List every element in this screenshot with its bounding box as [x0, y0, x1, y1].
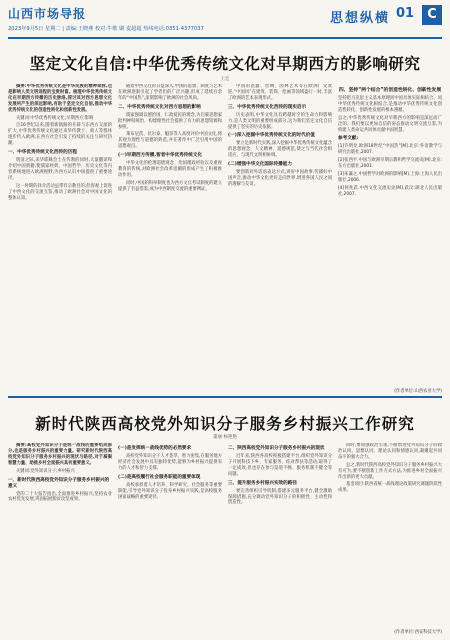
body-paragraph: 高校党外知识分子人才荟萃、智力密集,在服务地方经济社会发展中具有独特优势,能够为乡村振兴提供有力的人才和智力支撑。: [118, 454, 222, 471]
section-heading: (二)增强中华文化国际传播能力: [228, 162, 292, 168]
body-paragraph: 明清之际,来华耶稣会士在传教的同时,大量翻译和介绍中国典籍,使儒家经典、中国哲学、历史文化等内容系统地进入欧洲视野,为西方认识中国提供了重要途径。: [8, 158, 112, 181]
section-heading: 参考文献:: [338, 136, 359, 142]
section-heading: 二、陕西高校党外知识分子服务乡村振兴的现状: [228, 446, 325, 451]
body-paragraph: 同时,要加强政治引领,不断增进党外知识分子的政治认同、思想认同、理论认同和情感认同,凝聚起共同奋斗的强大合力。: [338, 443, 442, 460]
reference-item: [2]张西平.中国与欧洲早期宗教和哲学交流史[M].北京:东方出版社,2001.: [338, 158, 442, 170]
body-paragraph: 要完善组织引导机制,搭建多元服务平台,健全激励保障措施,充分调动党外知识分子的积极性、主动性和创造性。: [228, 488, 332, 506]
body-paragraph: 关键词:党外知识分子;乡村振兴: [16, 468, 75, 474]
abstract-paragraph: 摘要:高校党外知识分子是统一战线的重要组成部分,也是服务乡村振兴的重要力量。研究新时代陕西高校党外知识分子服务乡村振兴的现状与路径,对于凝聚智慧力量、助推乡村全面振兴具有重要意义。: [8, 443, 112, 466]
abstract-paragraph: 摘要:中华优秀传统文化是中华民族的精神命脉,也是影响人类文明进程的宝贵财富。梳理中华优秀传统文化在早期西方传播的历史脉络,探讨其对西方思想文化发展所产生的深远影响,有助于坚定文化自信,推动中华优秀传统文化的创造性转化和创新性发展。: [8, 84, 112, 113]
article2-column-1: [8, 443, 112, 635]
body-paragraph: 坚持把马克思主义基本原理同中国具体实际相结合、同中华优秀传统文化相结合,是推动中华优秀传统文化创造性转化、创新性发展的根本遵循。: [338, 96, 442, 113]
article1-byline: 王宏: [220, 77, 230, 82]
top-rule: [8, 37, 442, 39]
body-paragraph: 高校承担着人才培养、科学研究、社会服务等重要职能,引导党外知识分子投身乡村振兴实践,是高校服务国家战略的重要途径。: [118, 482, 222, 500]
article2-column-3: [228, 443, 332, 635]
section-heading: (一)深入挖掘中华优秀传统文化的时代价值: [228, 133, 315, 139]
article2-column-2: [118, 443, 222, 635]
article2-byline: 董丽 杨艳艳: [213, 435, 237, 440]
reference-item: [3]朱谦之.中国哲学对欧洲的影响[M].上海:上海人民出版社,2006.: [338, 172, 442, 183]
article2-body: [8, 443, 442, 635]
middle-rule: [8, 396, 442, 398]
body-paragraph: 同时,中国的科举制度也为西方文官考试制度的建立提供了有益借鉴,成为中西制度交流的重要例证。: [118, 180, 222, 192]
body-paragraph: 要创新对外话语表达方式,讲好中国故事,传播好中国声音,推动中华文化更好走向世界,增进各国人民之间的理解与友谊。: [228, 170, 332, 187]
body-paragraph: 随着中西交往的日益深入,中国的思想、制度与艺术在欧洲逐渐引起了学者们的广泛兴趣,形成了延续百余年的“中国热”,深刻影响了欧洲的社会风尚。: [118, 84, 222, 101]
body-paragraph: 莱布尼茨、伏尔泰、魁奈等人高度评价中国文化,将其视为理性与道德的典范,并在著作中广泛引用中国的思想观点。: [118, 132, 222, 150]
issue-line: 2023年9月5日 星期二 | 责编:王晓燕 校对:牛歌 刷 麦超超 热线电话:0351-4377037: [8, 26, 204, 32]
article2-headline: 新时代陕西高校党外知识分子服务乡村振兴工作研究: [35, 415, 415, 433]
body-paragraph: 中国的瓷器、丝绸、园林艺术等在欧洲广受欢迎,“中国风”在建筑、装饰、绘画等领域盛行一时,丰富了欧洲的艺术表现形式。: [228, 84, 332, 101]
body-paragraph: 中华文化的伦理道德观念、治国理政经验以及重视教育的传统,对欧洲社会改革思潮的形成产生了积极推动作用。: [118, 161, 222, 178]
section-heading: (一)是发挥统一战线优势的必然要求: [118, 446, 192, 451]
body-paragraph: 关键词:中华优秀传统文化;早期西方;影响: [16, 115, 94, 121]
article1-body: [8, 84, 442, 394]
section-name: 思想纵横: [329, 11, 390, 26]
section-heading: 二、中华优秀传统文化对西方思想的影响: [118, 104, 201, 110]
page-number: [394, 5, 442, 25]
body-paragraph: 近年来,陕西各高校积极搭建平台,组织党外知识分子开展科技下乡、专家服务、结对帮扶等活动,取得了一定成效,但也存在参与渠道不畅、服务机制不健全等问题。: [228, 454, 332, 477]
masthead: [8, 5, 442, 41]
article1-headline: 坚定文化自信:中华优秀传统文化对早期西方的影响研究: [29, 55, 421, 73]
article1-author-note: (作者单位:山西农业大学): [394, 389, 442, 394]
article1-column-1: [8, 84, 112, 394]
reference-item: [4]何兆武.中西文化交流史论[M].武汉:湖北人民出版社,2007.: [338, 185, 442, 197]
article1-column-4: [338, 84, 442, 394]
body-paragraph: 党的二十大报告指出,全面推进乡村振兴,坚持农业农村优先发展,巩固拓展脱贫攻坚成果。: [8, 491, 112, 503]
section-heading: 三、提升服务乡村振兴实效的路径: [228, 480, 297, 486]
page-number-text: 01: [396, 6, 415, 21]
column-subheading: 四、坚持“两个结合”的创造性转化、创新性发展: [338, 88, 442, 93]
article2-column-4: [338, 443, 442, 635]
article1-column-3: [228, 84, 332, 394]
body-paragraph: 基金项目:陕西省统一战线理论政策研究课题阶段性成果。: [338, 482, 442, 494]
body-paragraph: 总之,中华优秀传统文化对早期西方的影响是深远而广泛的。我们要以更加自信的姿态推动文明交流互鉴,为构建人类命运共同体贡献中国智慧。: [338, 115, 442, 133]
section-heading: 三、中华优秀传统文化西传的现实启示: [228, 104, 307, 110]
article1-column-2: [118, 84, 222, 394]
section-heading: 一、新时代陕西高校党外知识分子服务乡村振兴的意义: [8, 477, 110, 489]
body-paragraph: 这一时期的译介活动虽带有宗教目的,但客观上促进了中西文化的交流互鉴,推动了欧洲社会对中国文化的整体认知。: [8, 183, 112, 201]
body-paragraph: 要立足新时代实践,深入挖掘中华优秀传统文化蕴含的思想观念、人文精神、道德规范,使之与当代社会相适应、与现代文明相协调。: [228, 141, 332, 159]
page-letter-box: C: [422, 5, 442, 25]
body-paragraph: 自16世纪以来,随着新航路的开辟与东西方交流的扩大,中华优秀传统文化通过来华传教士、商人等群体逐步传入欧洲,在西方社会引发了持续的关注与研究热潮。: [8, 123, 112, 147]
body-paragraph: 总之,新时代陕西高校党外知识分子服务乡村振兴大有可为,要不断创新工作方式方法,为推进乡村全面振兴作出新的更大贡献。: [338, 462, 442, 480]
section-heading: 一、中华优秀传统文化西传的历程: [8, 150, 77, 156]
article2-author-note: (作者单位:西安科技大学): [394, 630, 442, 635]
body-paragraph: 儒家强调以德治国、仁政爱民的理念,为启蒙思想家批判神权统治、构建理性社会提供了有力的思想资源和参照。: [118, 112, 222, 130]
section-heading: (二)是高校履行社会服务职能的重要体现: [118, 474, 201, 480]
section-heading: (一)早期西方传播,智者中华优秀传统文化: [118, 153, 203, 159]
reference-item: [1]许明龙.欧洲18世纪“中国热”[M].北京:外语教学与研究出版社,2007.: [338, 144, 442, 156]
body-paragraph: 历史表明,中华文化具有跨越时空的生命力和影响力,是人类文明的重要组成部分,这为我们坚定文化自信提供了坚实的历史依据。: [228, 112, 332, 130]
paper-name: 山西市场导报: [8, 7, 87, 21]
